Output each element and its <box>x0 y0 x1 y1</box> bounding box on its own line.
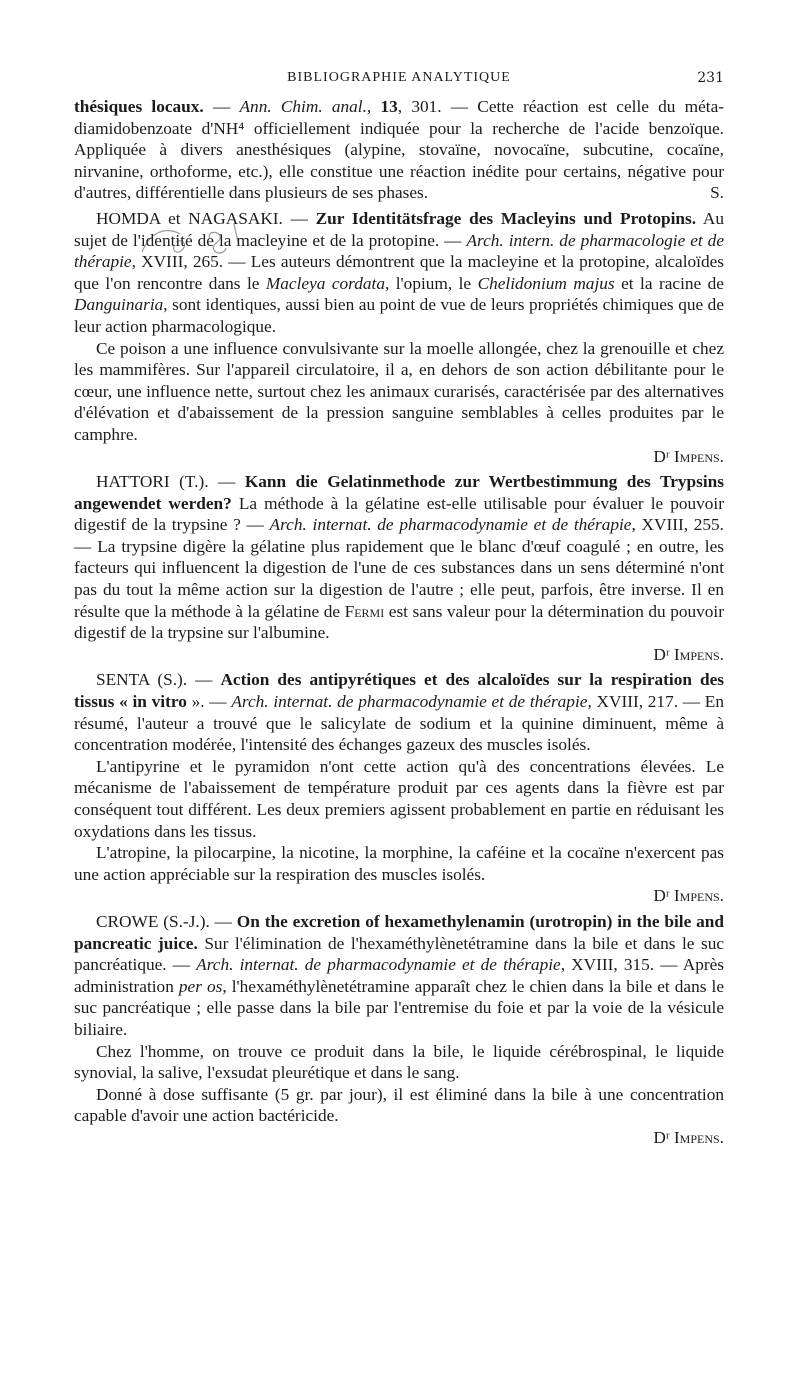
bold-run: thésiques locaux. <box>74 97 204 116</box>
entry-paragraph <box>74 842 724 885</box>
entry-paragraph <box>74 96 724 204</box>
bold-run: Zur Identitätsfrage des Macleyins und Protopins. <box>315 208 697 228</box>
entry-paragraph <box>74 1084 724 1127</box>
italic-run: Macleya cordata <box>265 273 385 293</box>
text-run: et la racine de <box>614 273 724 293</box>
bold-run: 13 <box>380 97 398 116</box>
entry-paragraph <box>74 471 724 644</box>
reviewer-signature: Dʳ Impens. <box>653 1127 724 1147</box>
bibliography-entry <box>74 669 724 907</box>
text-run: , XVIII, 315. — Après administration <box>74 955 724 996</box>
entry-paragraph <box>74 911 724 1041</box>
text-run: HOMDA et NAGASAKI. — <box>96 208 316 228</box>
library-stamp-mark <box>136 212 254 266</box>
reviewer-signature: S. <box>710 183 724 203</box>
text-run: Chez l'homme, on trouve ce produit dans la bile, le liquide cérébrospinal, le liquide synovial, la salive, l'exsudat pleurétique et dans le sang. <box>74 1041 724 1083</box>
signature-line <box>74 885 724 907</box>
entry-paragraph <box>74 1041 724 1084</box>
text-run: , XVIII, 217. — En résumé, l'auteur a trouvé que le salicylate de sodium et la quinine diminuent, même à concentration modérée, l'intensité des échanges gazeux des muscles isolés. <box>74 692 725 755</box>
italic-run: Arch. intern. de pharmacologie et de thérapie <box>74 230 724 272</box>
text-run: SENTA (S.). — <box>96 670 221 690</box>
signature-line <box>74 1127 724 1149</box>
bibliography-entry <box>74 96 724 204</box>
smallcaps-run: Fermi <box>344 601 385 621</box>
text-run: HATTORI (T.). — <box>96 472 245 492</box>
entry-paragraph <box>74 756 724 842</box>
text-run: Donné à dose suffisante (5 gr. par jour), il est éliminé dans la bile à une concentration capable d'avoir une action bactéricide. <box>74 1084 724 1126</box>
italic-run: Arch. internat. de pharmacodynamie et de thérapie <box>269 515 632 535</box>
signature-line <box>74 644 724 666</box>
running-title: BIBLIOGRAPHIE ANALYTIQUE <box>287 70 511 85</box>
text-run: CROWE (S.-J.). — <box>96 911 237 931</box>
text-run: La méthode à la gélatine est-elle utilisable pour évaluer le pouvoir digestif de la trypsine ? — <box>74 493 724 535</box>
text-run: L'atropine, la pilocarpine, la nicotine, la morphine, la caféine et la cocaïne n'exercent pas une action appréciable sur la respiration des muscles isolés. <box>74 843 724 884</box>
italic-run: per os <box>178 976 223 996</box>
text-run: , sont identiques, aussi bien au point de vue de leurs propriétés chimiques que de leur action pharmacologique. <box>74 295 724 336</box>
italic-run: Arch. internat. de pharmacodynamie et de thérapie <box>231 692 588 712</box>
page-header <box>74 70 724 96</box>
italic-run: Ann. Chim. anal., <box>239 97 372 116</box>
text-run: Ce poison a une influence convulsivante sur la moelle allongée, chez la grenouille et chez les mammifères. Sur l'appareil circulatoire, il a, en dehors de son action débilitante pour le cœur, une influence nette, surtout chez les animaux curarisés, caractérisée par des alternatives d'élévation et d'abaissement de la pression sanguine semblables à celles produites par le camphre. <box>74 338 724 444</box>
bold-run: On the excretion of hexamethylenamin (urotropin) in the bile and pancreatic juice. <box>74 911 724 953</box>
text-run: ». — <box>186 692 232 712</box>
text-run: , l'opium, le <box>384 273 478 293</box>
text-run: — <box>203 97 240 116</box>
text-run: , XVIII, 265. — Les auteurs démontrent que la macleyine et la protopine, alcaloïdes que l'on rencontre dans le <box>74 252 724 293</box>
text-run: Au sujet de l'identité de la macleyine et de la protopine. — <box>74 208 724 250</box>
text-run: L'antipyrine et le pyramidon n'ont cette action qu'à des concentrations élevées. Le mécanisme de l'abaissement de température produit par ces agents dans la fièvre est par conséquent tout différent. Les deux premiers agissent probablement en partie en réduisant les oxydations dans les tissus. <box>74 756 724 841</box>
bold-run: Kann die Gelatinmethode zur Wertbestimmung des Trypsins angewendet werden? <box>74 472 724 513</box>
italic-run: Chelidonium majus <box>477 273 615 293</box>
entry-paragraph <box>74 669 724 755</box>
text-run: est sans valeur pour la détermination du pouvoir digestif de la trypsine sur l'albumine. <box>74 601 724 643</box>
bold-run: Action des antipyrétiques et des alcaloïdes sur la respiration des tissus « in vitro <box>74 670 725 712</box>
bibliography-entry <box>74 911 724 1149</box>
entry-paragraph <box>74 338 724 446</box>
signature-line <box>74 446 724 468</box>
reviewer-signature: Dʳ Impens. <box>653 446 724 466</box>
reviewer-signature: Dʳ Impens. <box>653 644 724 664</box>
bibliography-entry <box>74 471 724 665</box>
page-number: 231 <box>697 70 724 86</box>
text-run: Sur l'élimination de l'hexaméthylènetétramine dans la bile et dans le suc pancréatique. — <box>74 933 725 975</box>
italic-run: Arch. internat. de pharmacodynamie et de thérapie <box>196 955 561 975</box>
reviewer-signature: Dʳ Impens. <box>653 886 724 906</box>
text-run: , l'hexaméthylènetétramine apparaît chez le chien dans la bile et dans le suc pancréatique ; elle passe dans la bile par l'entremise du foie et par la voie de la vésicule biliaire. <box>74 976 724 1039</box>
text-run: , XVIII, 255. — La trypsine digère la gélatine plus rapidement que le blanc d'œuf coagulé ; en outre, les facteurs qui influencent la digestion de l'une de ces substances dans un sens déterminé n'ont pas du tout la même action sur la digestion de l'autre ; elle peut, parfois, être inverse. Il en résulte que la méthode à la gélatine de <box>74 515 725 621</box>
italic-run: Danguinaria <box>74 295 164 315</box>
text-run: , 301. — Cette réaction est celle du méta-diamidobenzoate d'NH⁴ officiellement indiquée pour la recherche de l'acide benzoïque. Appliquée à divers anesthésiques (alypine, stovaïne, novocaïne, subcutine, cocaïne, nirvanine, orthoforme, etc.), elle constitue une réaction inédite pour certains, négative pour d'autres, différentielle dans plusieurs de ses phases. <box>74 97 724 203</box>
